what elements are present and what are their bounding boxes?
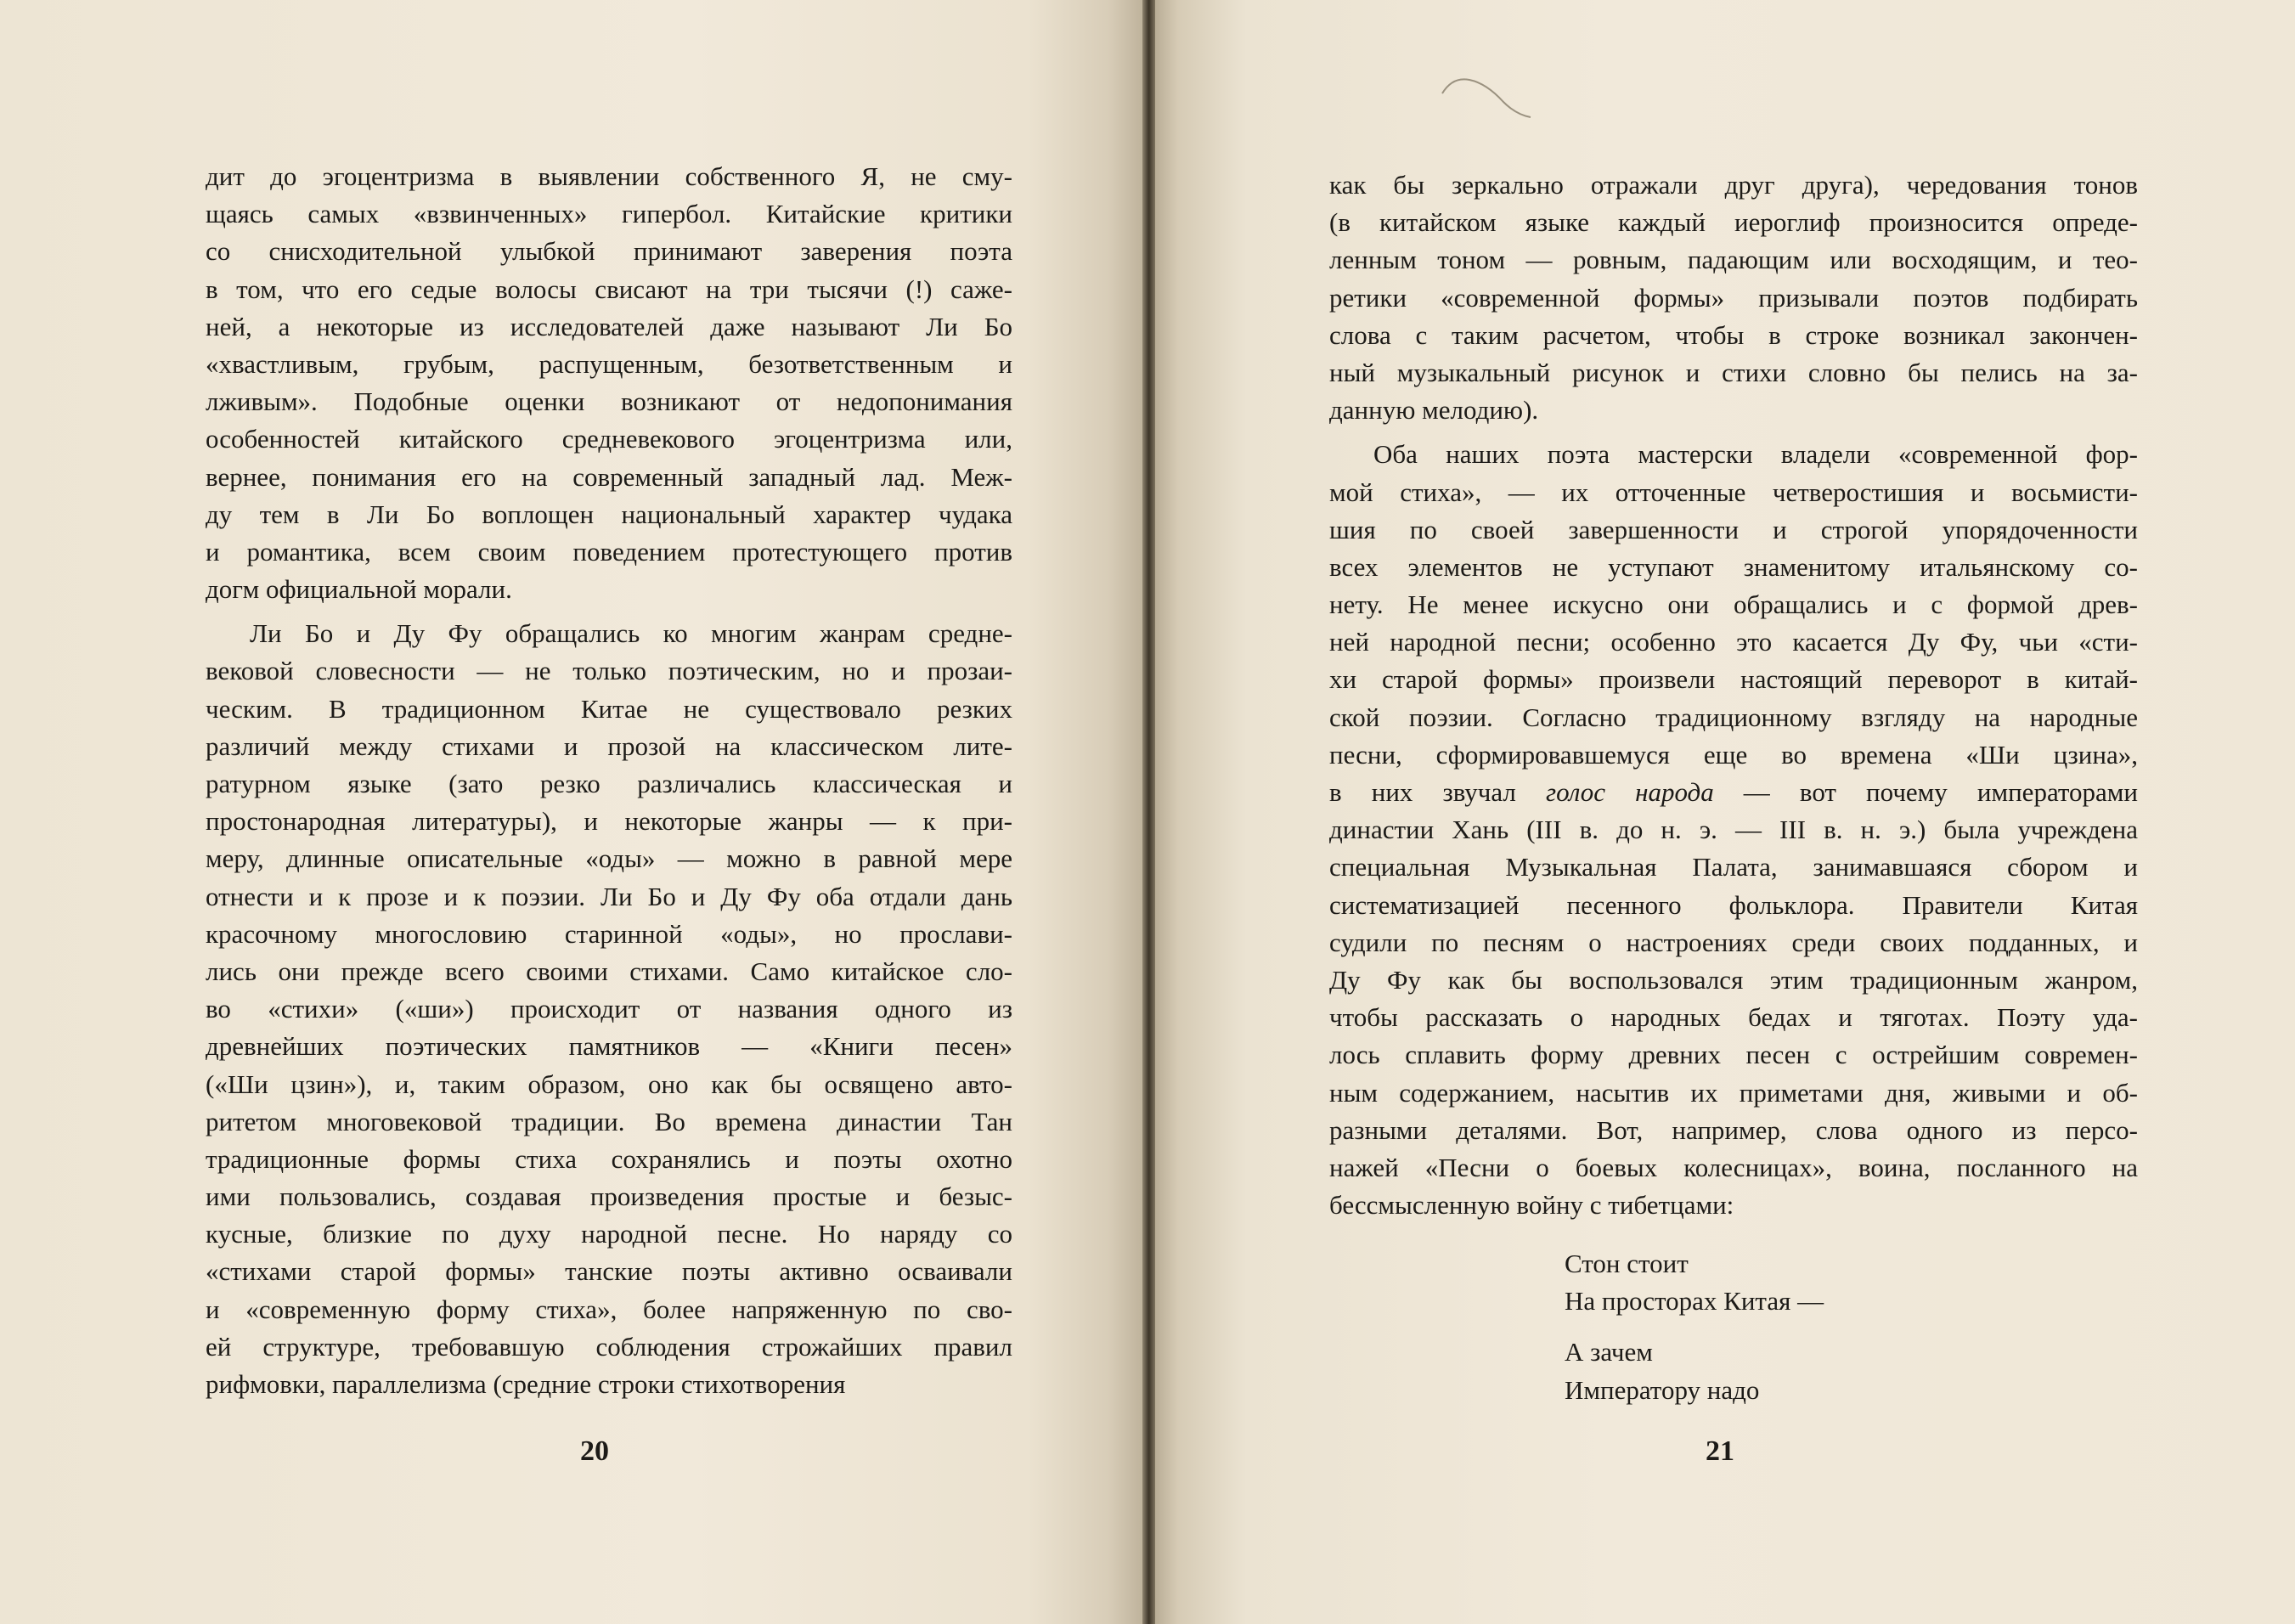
text-line: во «стихи» («ши») происходит от названия одного из xyxy=(206,994,1012,1024)
text-line: лись они прежде всего своими стихами. Само китайское сло- xyxy=(206,956,1012,986)
text-line: дит до эгоцентризма в выявлении собственного Я, не сму- xyxy=(206,161,1012,191)
text-line: рифмовки, параллелизма (средние строки стихотворения xyxy=(206,1369,846,1399)
text-line: ской поэзии. Согласно традиционному взгляду на народные xyxy=(1329,702,2138,732)
text-line: Оба наших поэта мастерски владели «современной фор- xyxy=(1373,439,2138,470)
text-line: систематизацией песенного фольклора. Правители Китая xyxy=(1329,889,2138,920)
verse-block xyxy=(1565,1245,1824,1409)
text-line: всех элементов не уступают знаменитому итальянскому со- xyxy=(1329,551,2138,582)
text-line: как бы зеркально отражали друг друга), чередования тонов xyxy=(1329,170,2138,200)
text-line: и «современную форму стиха», более напряженную по сво- xyxy=(206,1294,1012,1324)
text-line: лось сплавить форму древних песен с острейшим современ- xyxy=(1329,1040,2138,1070)
right-page-text xyxy=(1329,166,2138,1224)
left-page xyxy=(0,0,1142,1624)
text-line: отнести и к прозе и к поэзии. Ли Бо и Ду Фу оба отдали дань xyxy=(206,881,1012,911)
text-line: догм официальной морали. xyxy=(206,574,512,605)
text-line: ный музыкальный рисунок и стихи словно бы пелись на за- xyxy=(1329,357,2138,387)
left-page-text xyxy=(206,158,1012,1403)
text-line: ным содержанием, насытив их приметами дня, живыми и об- xyxy=(1329,1077,2138,1108)
text-line: ней народной песни; особенно это касается Ду Фу, чьи «сти- xyxy=(1329,627,2138,657)
text-line: династии Хань (III в. до н. э. — III в. н. э.) была учреждена xyxy=(1329,815,2138,845)
text-line: ими пользовались, создавая произведения простые и безыс- xyxy=(206,1181,1012,1212)
text-line: различий между стихами и прозой на классическом лите- xyxy=(206,730,1012,761)
page-number-right: 21 xyxy=(1706,1435,1734,1467)
text-line: песни, сформировавшемуся еще во времена «Ши цзина», xyxy=(1329,739,2138,770)
text-line: ней, а некоторые из исследователей даже называют Ли Бо xyxy=(206,311,1012,341)
emphasized-phrase: голос народа xyxy=(1546,777,1714,807)
pencil-mark-icon xyxy=(1435,68,1537,119)
text-line: со снисходительной улыбкой принимают заверения поэта xyxy=(206,236,1012,267)
text-line: (в китайском языке каждый иероглиф произносится опреде- xyxy=(1329,207,2138,238)
text-line: судили по песням о настроениях среди своих подданных, и xyxy=(1329,927,2138,957)
page-number-left: 20 xyxy=(580,1435,609,1467)
text-line: данную мелодию). xyxy=(1329,395,1539,426)
text-line: щаясь самых «взвинченных» гипербол. Китайские критики xyxy=(206,199,1012,229)
paragraph xyxy=(206,158,1012,608)
verse-line: На просторах Китая — xyxy=(1565,1286,1824,1317)
text-line: разными деталями. Вот, например, слова одного из персо- xyxy=(1329,1114,2138,1145)
verse-line: Императору надо xyxy=(1565,1374,1760,1405)
text-line: шия по своей завершенности и строгой упорядоченности xyxy=(1329,514,2138,544)
text-line: кусные, близкие по духу народной песне. Но наряду со xyxy=(206,1219,1012,1249)
text-line: в них звучал голос народа — вот почему императорами xyxy=(1329,777,2138,807)
text-line: ритетом многовековой традиции. Во времена династии Тан xyxy=(206,1106,1012,1136)
text-line: ратурном языке (зато резко различались классическая и xyxy=(206,769,1012,798)
paragraph xyxy=(1329,436,2138,1224)
text-line: мой стиха», — их отточенные четверостишия и восьмисти- xyxy=(1329,476,2138,507)
text-line: ду тем в Ли Бо воплощен национальный характер чудака xyxy=(206,499,1012,529)
text-line: нету. Не менее искусно они обращались и с формой древ- xyxy=(1329,589,2138,620)
text-line: чтобы рассказать о народных бедах и тяготах. Поэту уда- xyxy=(1329,1002,2138,1033)
right-page xyxy=(1155,0,2295,1624)
text-line: ретики «современной формы» призывали поэтов подбирать xyxy=(1329,282,2138,313)
text-line: традиционные формы стиха сохранялись и поэты охотно xyxy=(206,1143,1012,1174)
text-line: («Ши цзин»), и, таким образом, оно как бы освящено авто- xyxy=(206,1069,1012,1099)
text-line: и романтика, всем своим поведением протестующего против xyxy=(206,536,1012,567)
text-line: древнейших поэтических памятников — «Книги песен» xyxy=(206,1031,1012,1062)
text-line: ленным тоном — ровным, падающим или восходящим, и тео- xyxy=(1329,245,2138,275)
text-line: вернее, понимания его на современный западный лад. Меж- xyxy=(206,461,1012,492)
text-line: вековой словесности — не только поэтическим, но и прозаи- xyxy=(206,656,1012,686)
paragraph xyxy=(1329,166,2138,429)
text-line: «стихами старой формы» танские поэты активно осваивали xyxy=(206,1256,1012,1287)
text-line: специальная Музыкальная Палата, занимавшаяся сбором и xyxy=(1329,852,2138,882)
text-line: Ду Фу как бы воспользовался этим традиционным жанром, xyxy=(1329,964,2138,995)
text-line: ей структуре, требовавшую соблюдения строжайших правил xyxy=(206,1331,1012,1362)
paragraph xyxy=(206,615,1012,1403)
text-line: ческим. В традиционном Китае не существовало резких xyxy=(206,693,1012,724)
book-gutter xyxy=(1142,0,1155,1624)
verse-line: Стон стоит xyxy=(1565,1249,1689,1278)
text-line: Ли Бо и Ду Фу обращались ко многим жанрам средне- xyxy=(250,618,1012,649)
text-line: лживым». Подобные оценки возникают от недопонимания xyxy=(206,386,1012,417)
text-line: «хвастливым, грубым, распущенным, безответственным и xyxy=(206,348,1012,379)
text-line: простонародная литературы), и некоторые жанры — к при- xyxy=(206,806,1012,837)
text-line: в том, что его седые волосы свисают на три тысячи (!) саже- xyxy=(206,273,1012,304)
text-line: особенностей китайского средневекового эгоцентризма или, xyxy=(206,424,1012,454)
text-line: меру, длинные описательные «оды» — можно в равной мере xyxy=(206,843,1012,874)
text-line: хи старой формы» произвели настоящий переворот в китай- xyxy=(1329,664,2138,695)
text-line: слова с таким расчетом, чтобы в строке возникал закончен- xyxy=(1329,319,2138,350)
text-line: бессмысленную войну с тибетцами: xyxy=(1329,1190,1734,1221)
text-line: нажей «Песни о боевых колесницах», воина, посланного на xyxy=(1329,1152,2138,1182)
verse-line: А зачем xyxy=(1565,1337,1653,1367)
text-line: красочному многословию старинной «оды», но прослави- xyxy=(206,918,1012,949)
